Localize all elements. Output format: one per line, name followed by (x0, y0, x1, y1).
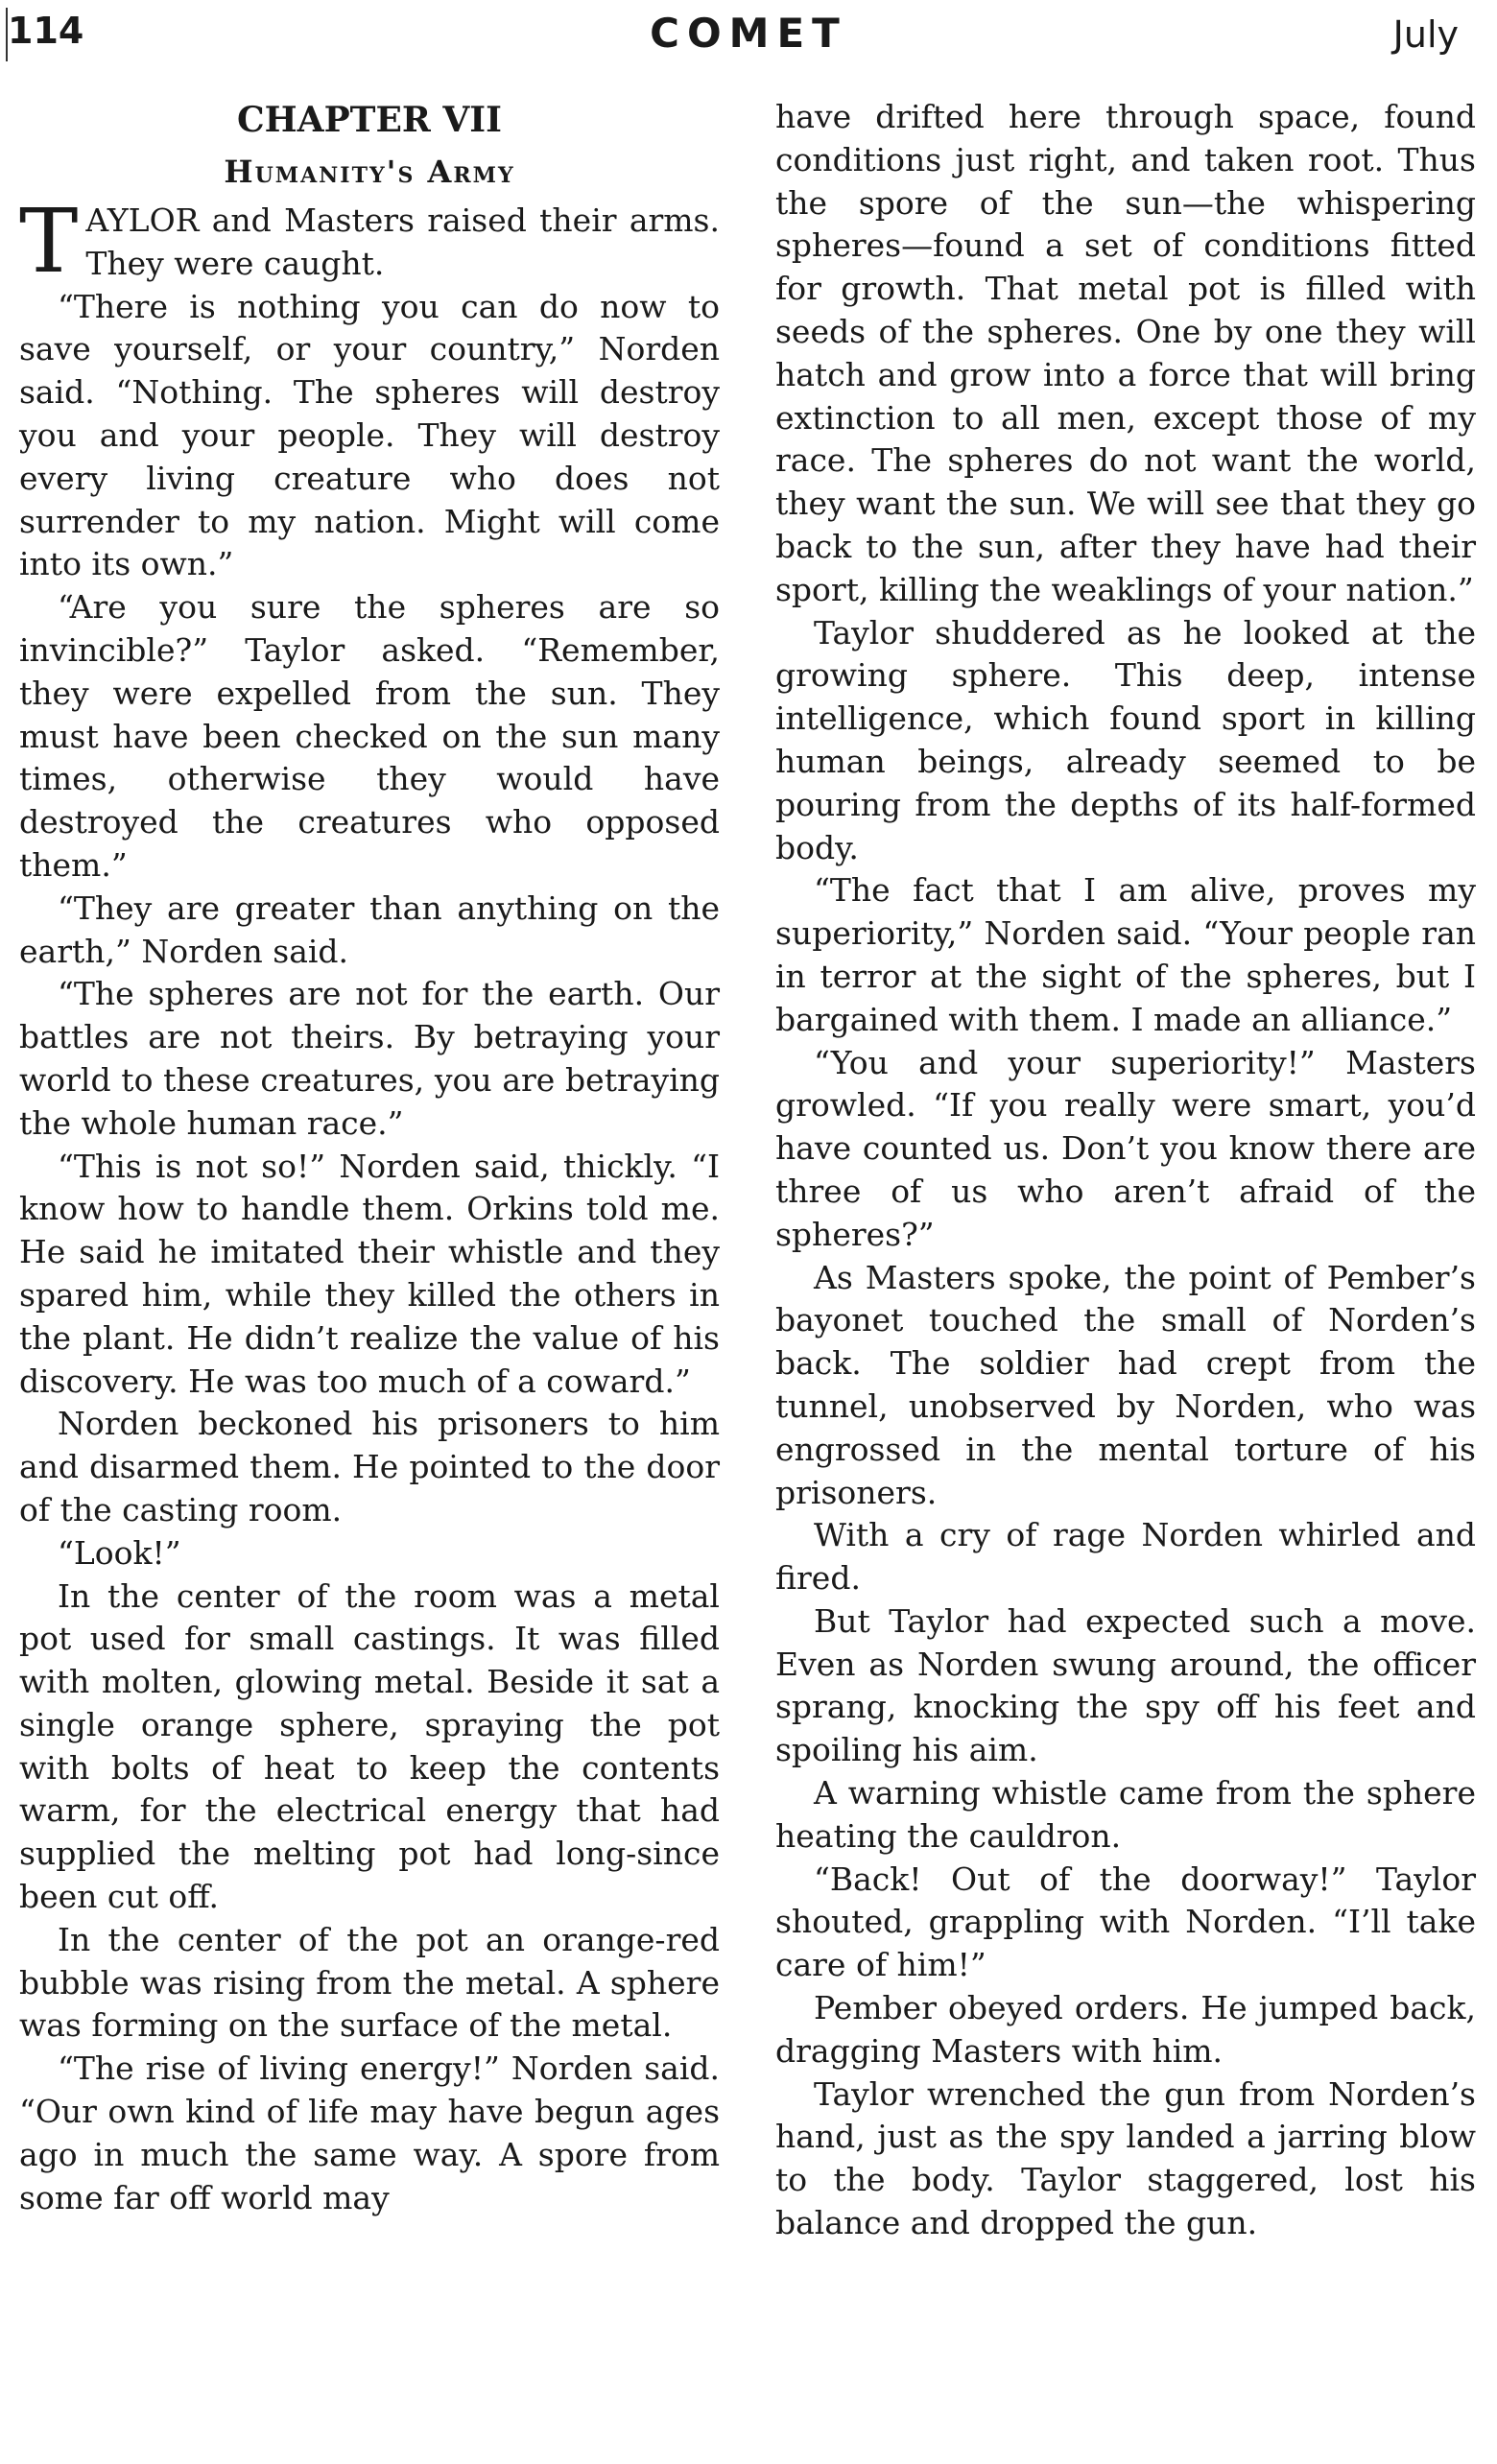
issue-month: July (1392, 13, 1459, 56)
paragraph: “There is nothing you can do now to save yourself, or your country,” Norden said. “Nothing. The spheres will destroy you and your people. They will destroy every living creature who does not surrender to my nation. Might will come into its own.” (19, 287, 720, 583)
paragraph: “This is not so!” Norden said, thickly. “I know how to handle them. Orkins told me. He said he imitated their whistle and they spared him, while they killed the others in the plant. He didn’t realize the value of his discovery. He was too much of a coward.” (19, 1147, 720, 1400)
right-column (775, 96, 1476, 2245)
paragraph: “Are you sure the spheres are so invincible?” Taylor asked. “Remember, they were expelled from the sun. They must have been checked on the sun many times, otherwise they would have destroyed the creatures who opposed them.” (19, 588, 720, 884)
paragraph: “You and your superiority!” Masters growled. “If you really were smart, you’d have counted us. Don’t you know there are three of us who aren’t afraid of the spheres?” (775, 1043, 1476, 1253)
paragraph: “The spheres are not for the earth. Our battles are not theirs. By betraying your world to these creatures, you are betraying the whole human race.” (19, 975, 720, 1142)
paragraph: A warning whistle came from the sphere heating the cauldron. (775, 1774, 1476, 1855)
paragraph: Taylor wrenched the gun from Norden’s hand, just as the spy landed a jarring blow to the body. Taylor staggered, lost his balance and dropped the gun. (775, 2074, 1476, 2242)
chapter-heading: CHAPTER VII (237, 100, 502, 140)
paragraph: But Taylor had expected such a move. Even as Norden swung around, the officer sprang, knocking the spy off his feet and spoiling his aim. (775, 1601, 1476, 1769)
paragraph: “They are greater than anything on the earth,” Norden said. (19, 888, 720, 970)
continued-paragraph: have drifted here through space, found conditions just right, and taken root. Thus the spore of the sun—the whispering spheres—found a set of conditions fitted for growth. That metal pot is filled with seeds of the spheres. One by one they will hatch and grow into a force that will bring extinction to all men, except those of my race. The spheres do not want the world, they want the sun. We will see that they go back to the sun, after they have had their sport, killing the weaklings of your nation.” (775, 98, 1476, 608)
drop-cap: T (19, 190, 79, 293)
paragraph: Pember obeyed orders. He jumped back, dragging Masters with him. (775, 1989, 1476, 2070)
page-header (0, 8, 1497, 65)
left-column (19, 96, 720, 2219)
paragraph: “Back! Out of the doorway!” Taylor shouted, grappling with Norden. “I’ll take care of him!” (775, 1860, 1476, 1984)
chapter-subtitle: Humanity's Army (224, 154, 515, 190)
paragraph: In the center of the room was a metal pot used for small castings. It was filled with molten, glowing metal. Beside it sat a single orange sphere, spraying the pot with bolts of heat to keep the contents warm, for the electrical energy that had supplied the melting pot had long-since been cut off. (19, 1576, 720, 1916)
paragraph: Norden beckoned his prisoners to him and disarmed them. He pointed to the door of the casting room. (19, 1405, 720, 1528)
paragraph: In the center of the pot an orange-red bubble was rising from the metal. A sphere was forming on the surface of the metal. (19, 1920, 720, 2045)
paragraph: “The fact that I am alive, proves my superiority,” Norden said. “Your people ran in terror at the sight of the spheres, but I bargained with them. I made an alliance.” (775, 871, 1476, 1038)
paragraph: As Masters spoke, the point of Pember’s bayonet touched the small of Norden’s back. The soldier had crept from the tunnel, unobserved by Norden, who was engrossed in the mental torture of his prisoners. (775, 1258, 1476, 1511)
opening-text: AYLOR and Masters raised their arms. They were caught. (85, 201, 720, 282)
paragraph: Taylor shuddered as he looked at the growing sphere. This deep, intense intelligence, which found sport in killing human beings, already seemed to be pouring from the depths of its half-formed body. (775, 613, 1476, 866)
paragraph: With a cry of rage Norden whirled and fired. (775, 1516, 1476, 1598)
paragraph: “Look!” (58, 1533, 181, 1572)
opening-paragraph (19, 190, 720, 293)
magazine-title: COMET (650, 10, 847, 57)
page-number: 114 (8, 10, 84, 52)
paragraph: “The rise of living energy!” Norden said. “Our own kind of life may have begun ages ago in much the same way. A spore from some far off world may (19, 2049, 720, 2216)
